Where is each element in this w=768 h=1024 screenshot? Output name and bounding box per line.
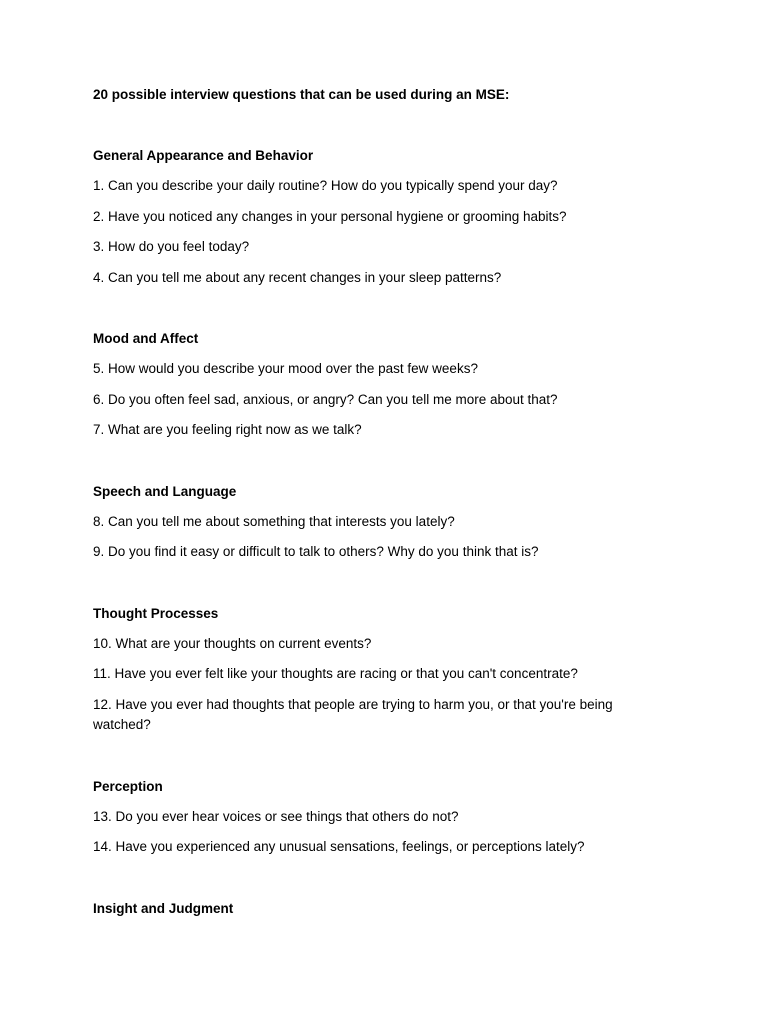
question-item: 5. How would you describe your mood over the past few weeks?: [93, 361, 478, 376]
section-heading: Mood and Affect: [93, 331, 199, 346]
question-item: 10. What are your thoughts on current events?: [93, 635, 372, 651]
document-body: [93, 85, 673, 919]
question-item: 4. Can you tell me about any recent changes in your sleep patterns?: [93, 269, 502, 285]
question-item: 12. Have you ever had thoughts that people are trying to harm you, or that you're being watched?: [93, 696, 613, 732]
question-item: 9. Do you find it easy or difficult to talk to others? Why do you think that is?: [93, 544, 539, 559]
question-item: 7. What are you feeling right now as we talk?: [93, 422, 362, 437]
question-item: 11. Have you ever felt like your thoughts are racing or that you can't concentrate?: [93, 666, 578, 681]
section-insight-judgment: [93, 858, 673, 919]
question-item: 13. Do you ever hear voices or see things that others do not?: [93, 808, 459, 824]
question-item: 8. Can you tell me about something that interests you lately?: [93, 513, 455, 529]
section-heading: Speech and Language: [93, 483, 237, 499]
section-heading: General Appearance and Behavior: [93, 148, 314, 163]
section-speech-language: [93, 441, 673, 563]
question-item: 3. How do you feel today?: [93, 239, 250, 254]
question-item: 1. Can you describe your daily routine? How do you typically spend your day?: [93, 178, 558, 193]
section-heading: Thought Processes: [93, 605, 219, 621]
section-perception: [93, 736, 673, 858]
question-item: 14. Have you experienced any unusual sensations, feelings, or perceptions lately?: [93, 839, 585, 854]
section-thought-processes: [93, 563, 673, 736]
question-item: 2. Have you noticed any changes in your personal hygiene or grooming habits?: [93, 208, 567, 224]
section-heading: Perception: [93, 778, 163, 794]
document-title: 20 possible interview questions that can be used during an MSE:: [93, 87, 510, 102]
question-item: 6. Do you often feel sad, anxious, or angry? Can you tell me more about that?: [93, 391, 558, 407]
section-mood-affect: [93, 288, 673, 441]
section-general-appearance: [93, 105, 673, 288]
section-heading: Insight and Judgment: [93, 900, 234, 916]
